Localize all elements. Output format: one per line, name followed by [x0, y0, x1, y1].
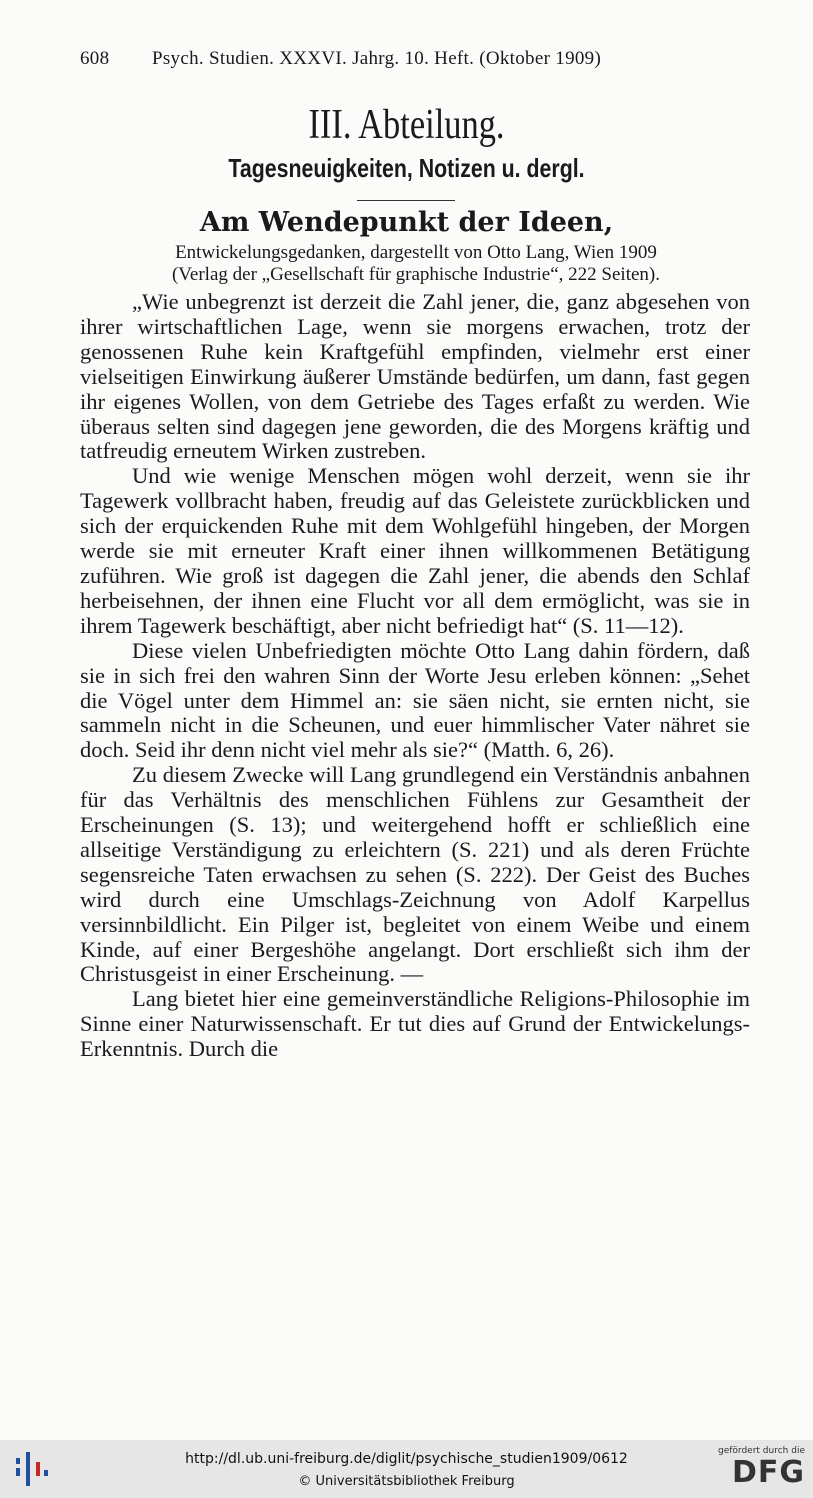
article-subtitle-line1: Entwickelungsgedanken, dargestellt von Otto Lang, Wien 1909 [175, 242, 657, 263]
source-url-link[interactable]: http://dl.ub.uni-freiburg.de/diglit/psychische_studien1909/0612 [185, 1451, 628, 1467]
running-header [80, 48, 750, 74]
paragraph: Zu diesem Zwecke will Lang grundlegend ein Verständnis anbahnen für das Verhältnis des menschlichen Fühlens zur Gesamtheit der Erscheinungen (S. 13); und weitergehend hofft er schließlich eine allseitige Verständigung zu erleichtern (S. 221) und als deren Früchte segensreiche Taten erwachsen zu sehen (S. 222). Der Geist des Buches wird durch eine Umschlags-Zeichnung von Adolf Karpellus versinnbildlicht. Ein Pilger ist, begleitet von einem Weibe und einem Kinde, auf einer Bergeshöhe angelangt. Dort erschließt sich ihm der Christusgeist in einer Erscheinung. — [80, 762, 750, 987]
dfg-logo [711, 1446, 805, 1494]
article-subtitle-line2: (Verlag der „Gesellschaft für graphische Industrie“, 222 Seiten). [171, 264, 660, 285]
subsection-heading: Tagesneuigkeiten, Notizen u. dergl. [228, 153, 585, 183]
copyright-notice: © Universitätsbibliothek Freiburg [298, 1474, 515, 1489]
paragraph: Diese vielen Unbefriedigten möchte Otto Lang dahin fördern, daß sie in sich frei den wahren Sinn der Worte Jesu erleben können: „Sehet die Vögel unter dem Himmel an: sie säen nicht, sie ernten nicht, sie sammeln nicht in die Scheunen, und euer himmlischer Vater nähret sie doch. Seid ihr denn nicht viel mehr als sie?“ (Matth. 6, 26). [80, 637, 750, 763]
dfg-logo-text: DFG [731, 1455, 805, 1490]
paragraph: „Wie unbegrenzt ist derzeit die Zahl jener, die, ganz abgesehen von ihrer wirtschaftlichen Lage, wenn sie morgens erwachen, trotz der genossenen Ruhe kein Kraftgefühl empfinden, vielmehr erst einer vielseitigen Einwirkung äußerer Umstände bedürfen, um dann, fast gegen ihr eigenes Wollen, von dem Getriebe des Tages erfaßt zu werden. Wie überaus selten sind dagegen jene geworden, die des Morgens kräftig und tatfreudig erneutem Wirken zustreben. [80, 289, 750, 464]
article-body [80, 290, 750, 1062]
viewer-footer [0, 1440, 813, 1498]
dfg-caption: gefördert durch die [718, 1446, 805, 1456]
page-number: 608 [80, 48, 110, 69]
section-heading: III. Abteilung. [308, 102, 505, 148]
article-title: Am Wendepunkt der Ideen, [199, 207, 614, 238]
paragraph: Und wie wenige Menschen mögen wohl derzeit, wenn sie ihr Tagewerk vollbracht haben, freudig auf das Geleistete zurückblicken und sich der erquickenden Ruhe mit dem Wohlgefühl hingeben, der Morgen werde sie mit erneuter Kraft einer ihnen willkommenen Betätigung zuführen. Wie groß ist dagegen die Zahl jener, die abends den Schlaf herbeisehnen, der ihnen eine Flucht vor all dem ermöglicht, was sie in ihrem Tagewerk beschäftigt, aber nicht befriedigt hat“ (S. 11—12). [80, 463, 750, 638]
running-title: Psych. Studien. XXXVI. Jahrg. 10. Heft. (Oktober 1909) [152, 48, 602, 69]
paragraph: Lang bietet hier eine gemeinverständliche Religions-Philosophie im Sinne einer Naturwissenschaft. Er tut dies auf Grund der Entwickelungs-Erkenntnis. Durch die [80, 986, 750, 1062]
divider-rule [357, 200, 455, 201]
